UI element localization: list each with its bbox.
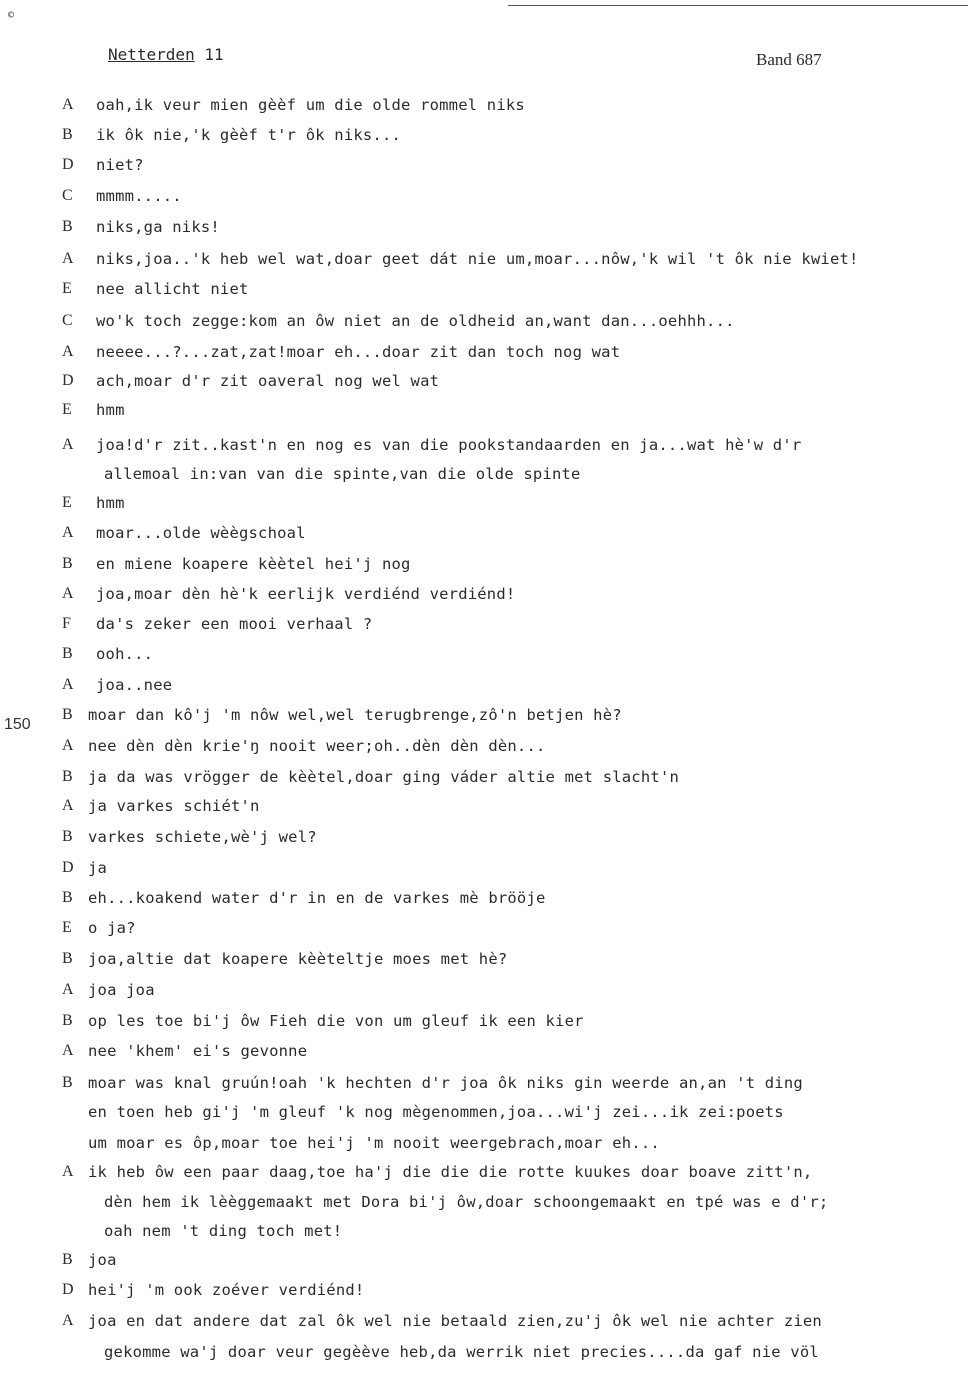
- utterance-text: allemoal in:van van die spinte,van die olde spinte: [104, 465, 581, 483]
- speaker-label: A: [62, 676, 74, 693]
- utterance-text: niet?: [96, 156, 144, 174]
- utterance-text: varkes schiete,wè'j wel?: [88, 828, 317, 846]
- utterance-text: hmm: [96, 401, 125, 419]
- speaker-label: A: [62, 797, 74, 814]
- utterance-text: ik heb ôw een paar daag,toe ha'j die die die rotte kuukes doar boave zitt'n,: [88, 1163, 813, 1181]
- utterance-text: ooh...: [96, 645, 154, 663]
- utterance-text: moar dan kô'j 'm nôw wel,wel terugbrenge,zô'n betjen hè?: [88, 706, 622, 724]
- utterance-text: mmmm.....: [96, 187, 182, 205]
- utterance-text: joa!d'r zit..kast'n en nog es van die pookstandaarden en ja...wat hè'w d'r: [96, 436, 802, 454]
- speaker-label: E: [62, 494, 72, 511]
- utterance-text: joa,moar dèn hè'k eerlijk verdiénd verdiénd!: [96, 585, 516, 603]
- utterance-text: ik ôk nie,'k gèèf t'r ôk niks...: [96, 126, 402, 144]
- speaker-label: A: [62, 524, 74, 541]
- speaker-label: E: [62, 919, 72, 936]
- utterance-text: joa: [88, 1251, 117, 1269]
- speaker-label: A: [62, 1312, 74, 1329]
- speaker-label: B: [62, 645, 73, 662]
- speaker-label: B: [62, 218, 73, 235]
- utterance-text: joa joa: [88, 981, 155, 999]
- utterance-text: ach,moar d'r zit oaveral nog wel wat: [96, 372, 440, 390]
- speaker-label: B: [62, 889, 73, 906]
- utterance-text: en toen heb gi'j 'm gleuf 'k nog mègenommen,joa...wi'j zei...ik zei:poets: [88, 1103, 784, 1121]
- speaker-label: B: [62, 828, 73, 845]
- corner-mark: ©: [8, 10, 15, 21]
- utterance-text: ja da was vrögger de kèètel,doar ging váder altie met slacht'n: [88, 768, 679, 786]
- utterance-text: oah,ik veur mien gèèf um die olde rommel niks: [96, 96, 525, 114]
- document-header-place: [108, 45, 224, 64]
- utterance-text: gekomme wa'j doar veur gegèève heb,da werrik niet precies....da gaf nie völ: [104, 1343, 819, 1361]
- speaker-label: B: [62, 706, 73, 723]
- band-number: Band 687: [756, 50, 822, 69]
- utterance-text: hei'j 'm ook zoéver verdiénd!: [88, 1281, 365, 1299]
- speaker-label: B: [62, 555, 73, 572]
- utterance-text: en miene koapere kèètel hei'j nog: [96, 555, 411, 573]
- speaker-label: E: [62, 280, 72, 297]
- utterance-text: moar was knal gruún!oah 'k hechten d'r joa ôk niks gin weerde an,an 't ding: [88, 1074, 803, 1092]
- speaker-label: A: [62, 96, 74, 113]
- utterance-text: ja varkes schiét'n: [88, 797, 260, 815]
- utterance-text: nee allicht niet: [96, 280, 249, 298]
- top-rule: [508, 5, 968, 6]
- speaker-label: B: [62, 1251, 73, 1268]
- speaker-label: A: [62, 1042, 74, 1059]
- speaker-label: A: [62, 981, 74, 998]
- utterance-text: op les toe bi'j ôw Fieh die von um gleuf ik een kier: [88, 1012, 584, 1030]
- speaker-label: A: [62, 436, 74, 453]
- speaker-label: B: [62, 1074, 73, 1091]
- speaker-label: B: [62, 768, 73, 785]
- utterance-text: wo'k toch zegge:kom an ôw niet an de oldheid an,want dan...oehhh...: [96, 312, 735, 330]
- utterance-text: eh...koakend water d'r in en de varkes mè brööje: [88, 889, 546, 907]
- speaker-label: C: [62, 187, 73, 204]
- utterance-text: moar...olde wèègschoal: [96, 524, 306, 542]
- utterance-text: ja: [88, 859, 108, 877]
- utterance-text: neeee...?...zat,zat!moar eh...doar zit dan toch nog wat: [96, 343, 621, 361]
- speaker-label: B: [62, 1012, 73, 1029]
- speaker-label: B: [62, 126, 73, 143]
- place-number: 11: [204, 45, 224, 64]
- utterance-text: dèn hem ik lèèggemaakt met Dora bi'j ôw,doar schoongemaakt en tpé was e d'r;: [104, 1193, 829, 1211]
- utterance-text: um moar es ôp,moar toe hei'j 'm nooit weergebrach,moar eh...: [88, 1134, 660, 1152]
- speaker-label: D: [62, 372, 74, 389]
- speaker-label: D: [62, 859, 74, 876]
- speaker-label: B: [62, 950, 73, 967]
- utterance-text: da's zeker een mooi verhaal ?: [96, 615, 373, 633]
- speaker-label: E: [62, 401, 72, 418]
- utterance-text: nee 'khem' ei's gevonne: [88, 1042, 308, 1060]
- speaker-label: A: [62, 343, 74, 360]
- speaker-label: A: [62, 250, 74, 267]
- utterance-text: oah nem 't ding toch met!: [104, 1222, 343, 1240]
- utterance-text: niks,joa..'k heb wel wat,doar geet dát nie um,moar...nôw,'k wil 't ôk nie kwiet!: [96, 250, 859, 268]
- speaker-label: F: [62, 615, 71, 632]
- utterance-text: hmm: [96, 494, 125, 512]
- speaker-label: A: [62, 737, 74, 754]
- utterance-text: o ja?: [88, 919, 136, 937]
- speaker-label: A: [62, 585, 74, 602]
- utterance-text: joa en dat andere dat zal ôk wel nie betaald zien,zu'j ôk wel nie achter zien: [88, 1312, 822, 1330]
- speaker-label: D: [62, 156, 74, 173]
- utterance-text: nee dèn dèn krie'ŋ nooit weer;oh..dèn dèn dèn...: [88, 737, 546, 755]
- speaker-label: D: [62, 1281, 74, 1298]
- place-name: Netterden: [108, 45, 195, 64]
- speaker-label: C: [62, 312, 73, 329]
- utterance-text: joa..nee: [96, 676, 173, 694]
- utterance-text: niks,ga niks!: [96, 218, 220, 236]
- utterance-text: joa,altie dat koapere kèèteltje moes met hè?: [88, 950, 508, 968]
- speaker-label: A: [62, 1163, 74, 1180]
- margin-line-number: 150: [4, 716, 31, 733]
